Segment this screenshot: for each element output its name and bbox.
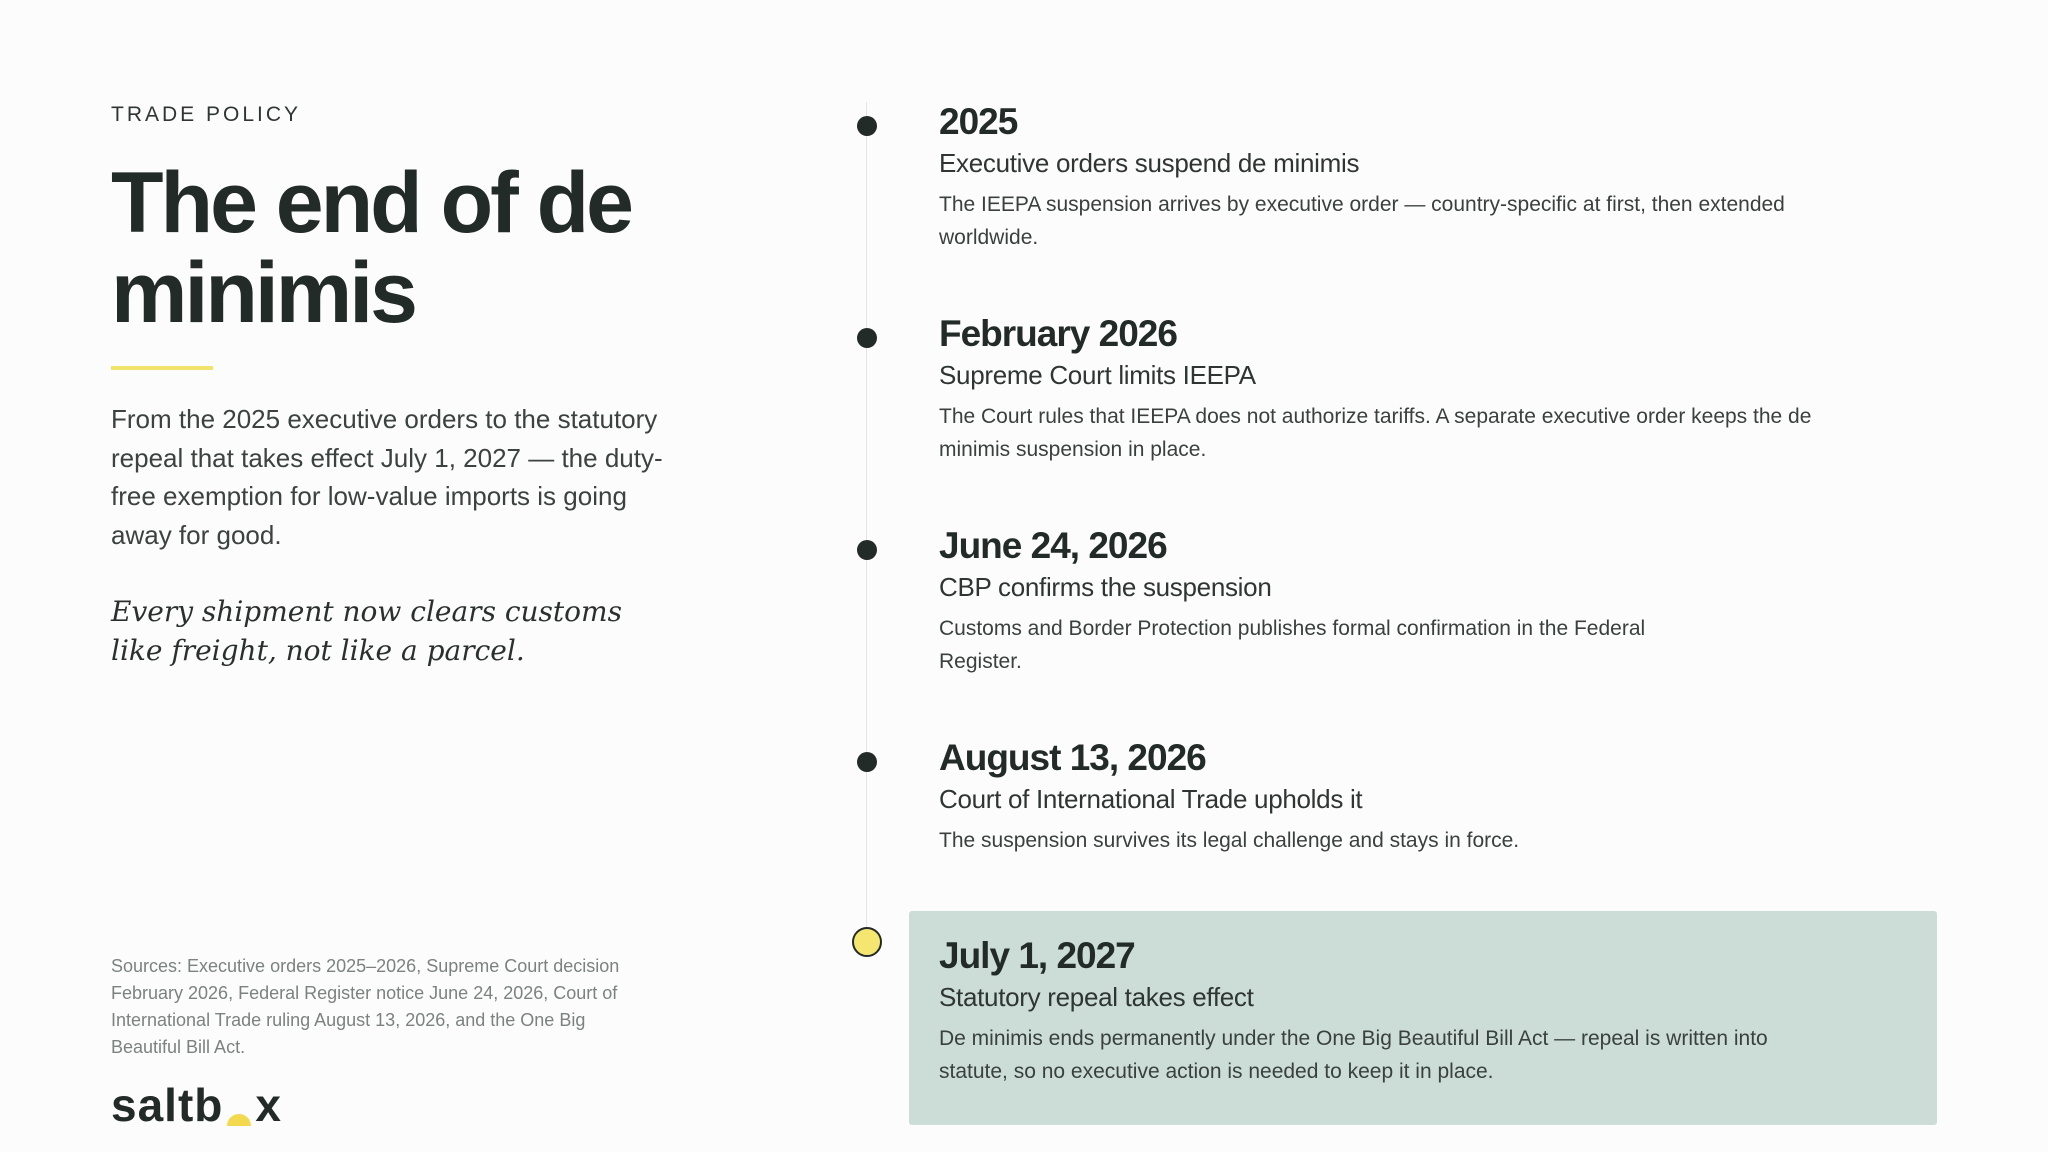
logo-text-suffix: x: [255, 1079, 282, 1131]
logo-text-prefix: saltb: [111, 1079, 224, 1131]
event-headline: CBP confirms the suspension: [939, 572, 1272, 602]
event-description: The Court rules that IEEPA does not authorize tariffs. A separate executive order keeps the de minimis suspension in place.: [939, 405, 1812, 461]
timeline-event: [939, 100, 1819, 254]
event-headline: Supreme Court limits IEEPA: [939, 360, 1256, 390]
timeline-event-final: [939, 934, 1819, 1088]
timeline-event: [939, 736, 1819, 857]
timeline-event: [939, 524, 1819, 678]
event-description: The suspension survives its legal challenge and stays in force.: [939, 829, 1520, 852]
timeline-axis: [866, 102, 867, 942]
event-description: Customs and Border Protection publishes formal confirmation in the Federal Register.: [939, 617, 1646, 673]
timeline-marker: [857, 752, 877, 772]
event-date: 2025: [939, 101, 1018, 142]
event-date: July 1, 2027: [939, 935, 1135, 976]
event-headline: Court of International Trade upholds it: [939, 784, 1363, 814]
timeline-marker: [857, 328, 877, 348]
event-description: De minimis ends permanently under the One Big Beautiful Bill Act — repeal is written into statute, so no executive action is needed to keep it in place.: [939, 1027, 1768, 1083]
event-date: February 2026: [939, 313, 1177, 354]
section-kicker: TRADE POLICY: [111, 103, 302, 126]
timeline-marker: [857, 540, 877, 560]
event-headline: Executive orders suspend de minimis: [939, 148, 1360, 178]
timeline-final-marker: [852, 927, 882, 957]
timeline-marker: [857, 116, 877, 136]
timeline-event: [939, 312, 1819, 466]
event-date: June 24, 2026: [939, 525, 1167, 566]
intro-paragraph: From the 2025 executive orders to the statutory repeal that takes effect July 1, 2027 — the duty-free exemption for low-value imports is going away for good.: [111, 404, 663, 550]
event-description: The IEEPA suspension arrives by executive order — country-specific at first, then extended worldwide.: [939, 193, 1785, 249]
pull-quote: Every shipment now clears customs like freight, not like a parcel.: [111, 595, 622, 667]
event-headline: Statutory repeal takes effect: [939, 982, 1254, 1012]
sources-note: Sources: Executive orders 2025–2026, Supreme Court decision February 2026, Federal Register notice June 24, 2026, Court of International Trade ruling August 13, 2026, and the One Big Beautiful Bill Act.: [111, 956, 620, 1057]
page-title: The end of de minimis: [111, 155, 631, 341]
event-date: August 13, 2026: [939, 737, 1206, 778]
